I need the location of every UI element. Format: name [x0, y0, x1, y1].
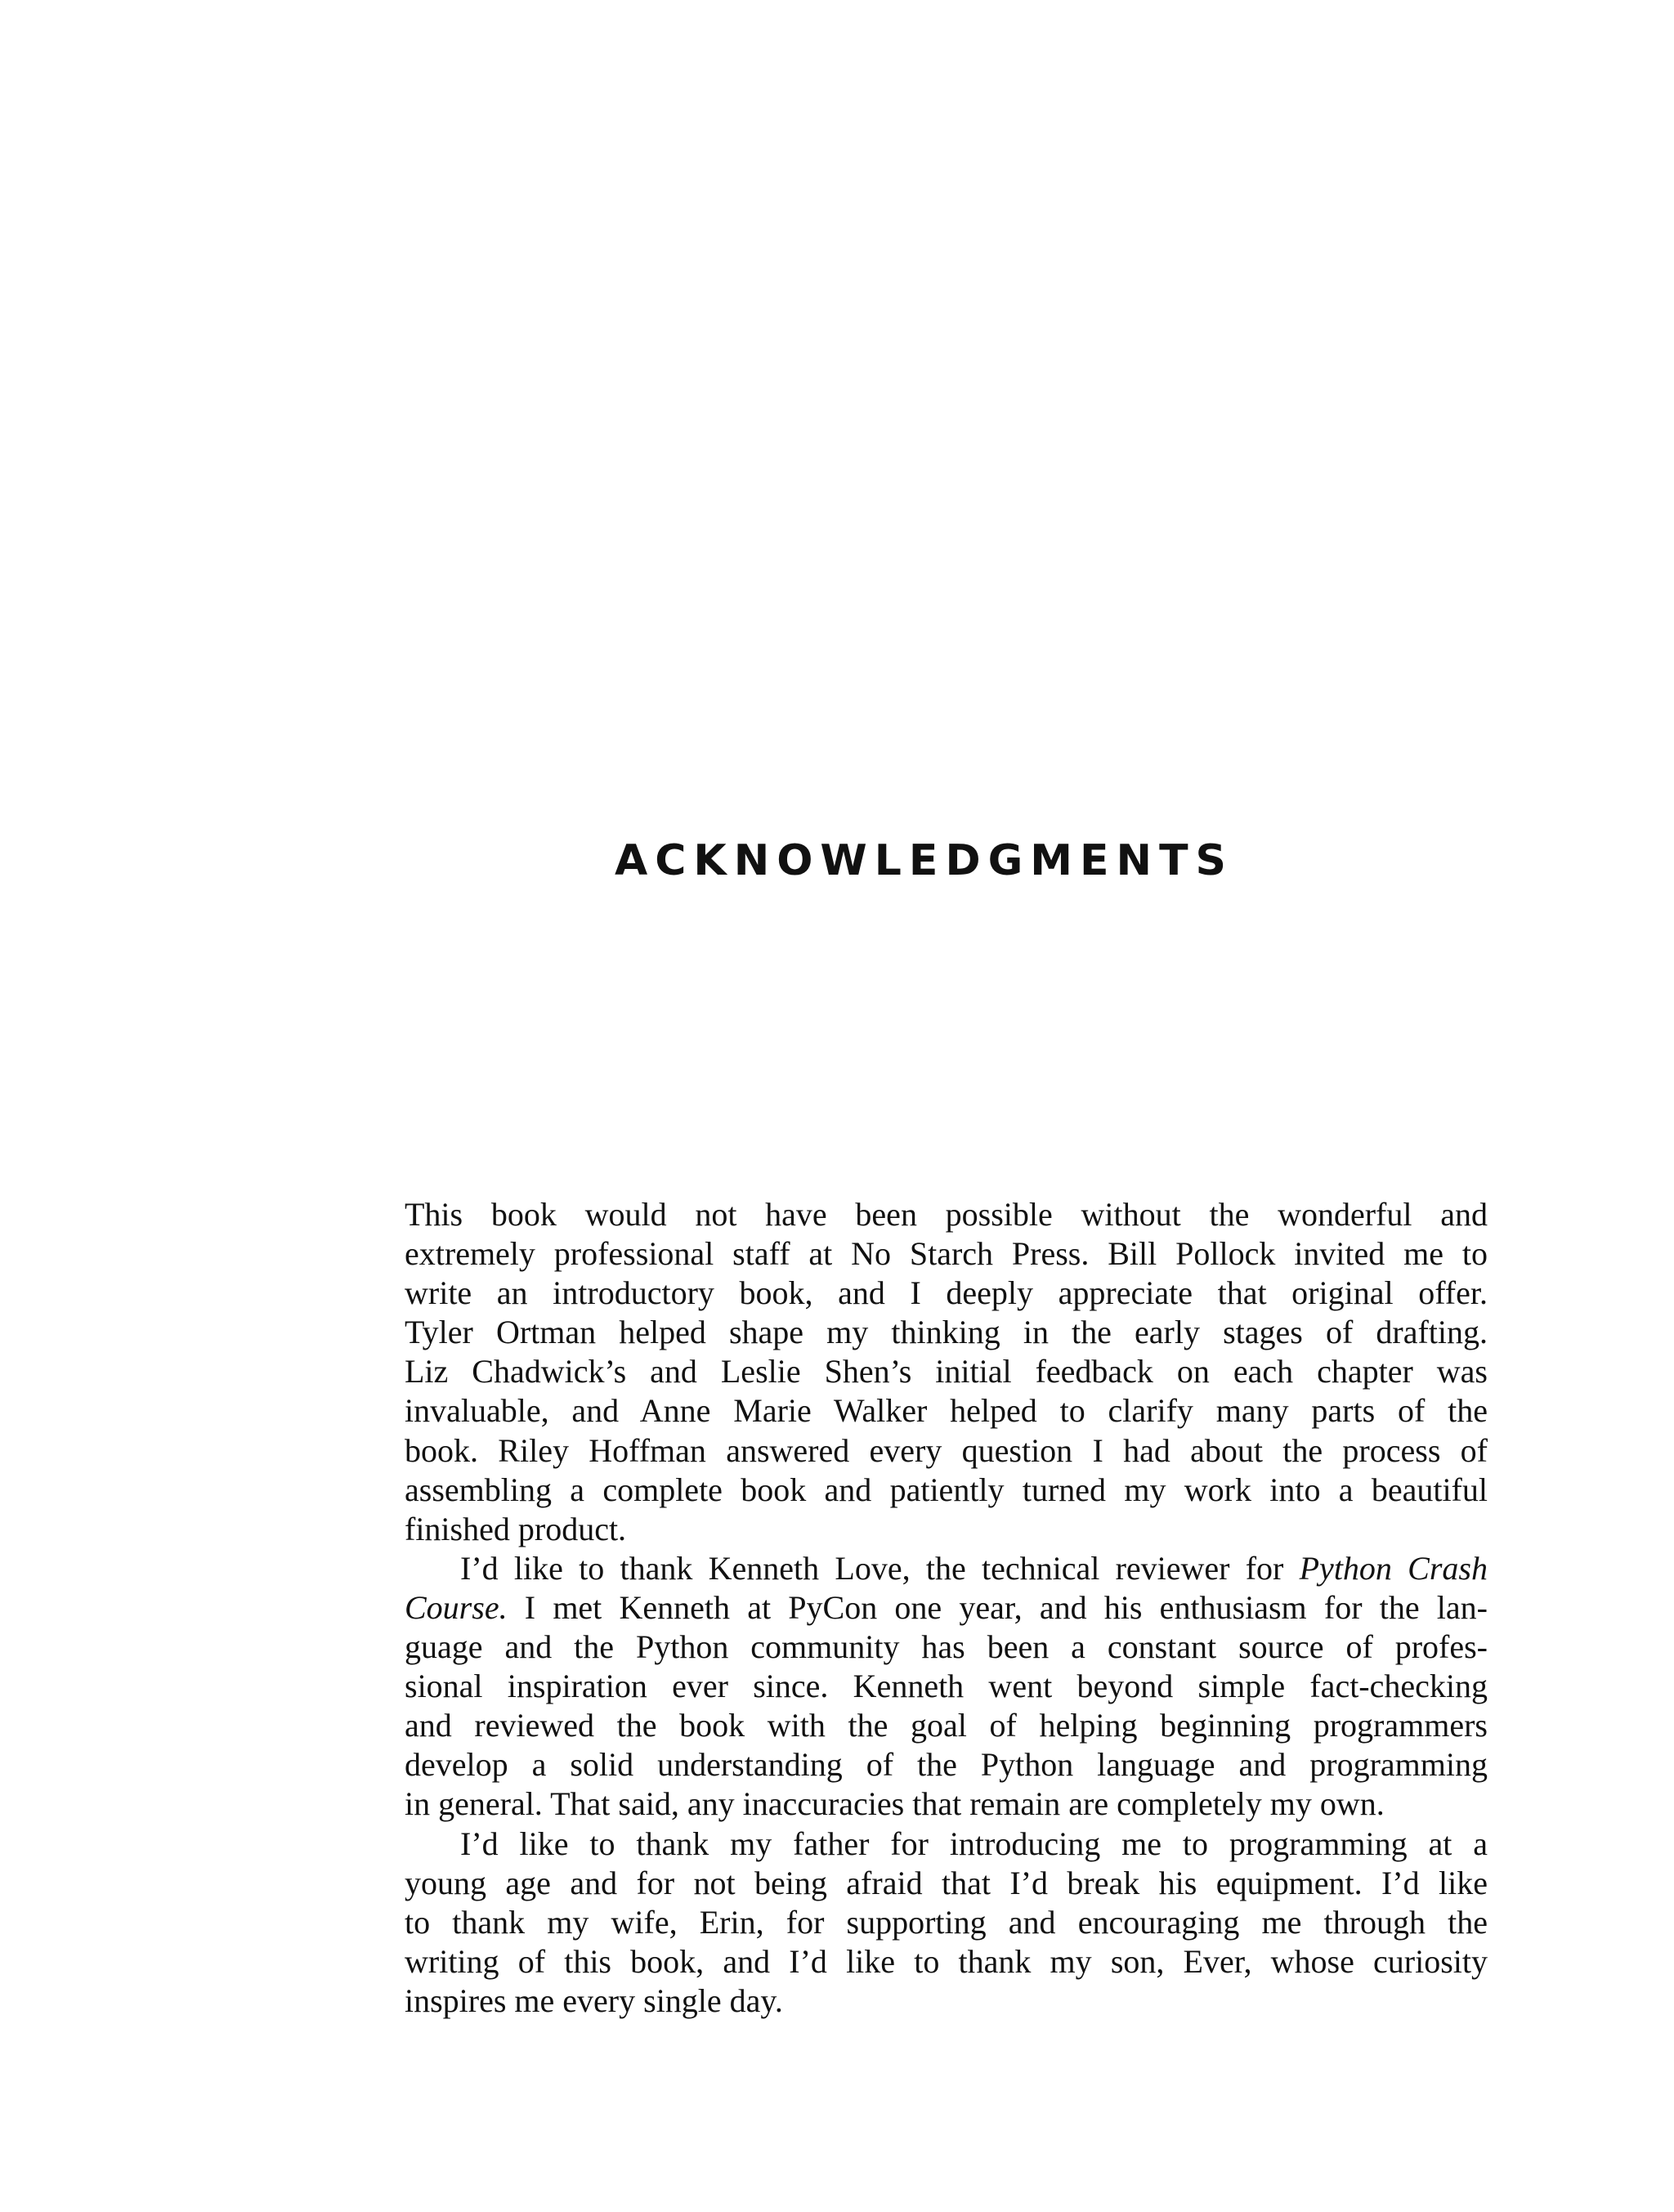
text-line: write an introductory book, and I deeply appreciate that original offer.: [405, 1274, 1488, 1312]
text-line: in general. That said, any inaccuracies that remain are completely my own.: [405, 1785, 1385, 1823]
text-run: I met Kenneth at PyCon one year, and his enthusiasm for the lan-: [507, 1588, 1488, 1626]
text-line: writing of this book, and I’d like to thank my son, Ever, whose curiosity: [405, 1942, 1488, 1980]
page-title: ACKNOWLEDGMENTS: [615, 836, 1233, 885]
paragraph-1: [405, 1195, 1488, 1549]
text-line: guage and the Python community has been a constant source of profes-: [405, 1628, 1488, 1666]
text-line: This book would not have been possible without the wonderful and: [405, 1196, 1488, 1233]
text-line: [405, 1549, 1488, 1588]
text-line: sional inspiration ever since. Kenneth went beyond simple fact-checking: [405, 1668, 1488, 1705]
text-line: invaluable, and Anne Marie Walker helped to clarify many parts of the: [405, 1392, 1488, 1430]
text-run: I’d like to thank Kenneth Love, the technical reviewer for: [460, 1549, 1300, 1587]
text-line: to thank my wife, Erin, for supporting and encouraging me through the: [405, 1903, 1488, 1941]
text-line: Liz Chadwick’s and Leslie Shen’s initial feedback on each chapter was: [405, 1353, 1488, 1390]
text-line: young age and for not being afraid that I’d break his equipment. I’d like: [405, 1864, 1488, 1901]
text-line: Tyler Ortman helped shape my thinking in the early stages of drafting.: [405, 1314, 1488, 1351]
book-title-italic: Python Crash: [1299, 1549, 1488, 1587]
text-line: develop a solid understanding of the Python language and programming: [405, 1746, 1488, 1784]
text-line: finished product.: [405, 1510, 627, 1547]
acknowledgments-body: [405, 1195, 1488, 2021]
text-line: book. Riley Hoffman answered every question I had about the process of: [405, 1431, 1488, 1469]
text-line: extremely professional staff at No Starch Press. Bill Pollock invited me to: [405, 1235, 1488, 1273]
text-line: and reviewed the book with the goal of helping beginning programmers: [405, 1707, 1488, 1744]
text-line: assembling a complete book and patiently turned my work into a beautiful: [405, 1471, 1488, 1508]
book-title-italic: Course.: [405, 1588, 508, 1626]
paragraph-3: [405, 1825, 1488, 2021]
text-line: inspires me every single day.: [405, 1981, 783, 2019]
paragraph-2: [405, 1549, 1488, 1825]
text-line: I’d like to thank my father for introducing me to programming at a: [460, 1825, 1488, 1862]
text-line: [405, 1588, 1488, 1628]
